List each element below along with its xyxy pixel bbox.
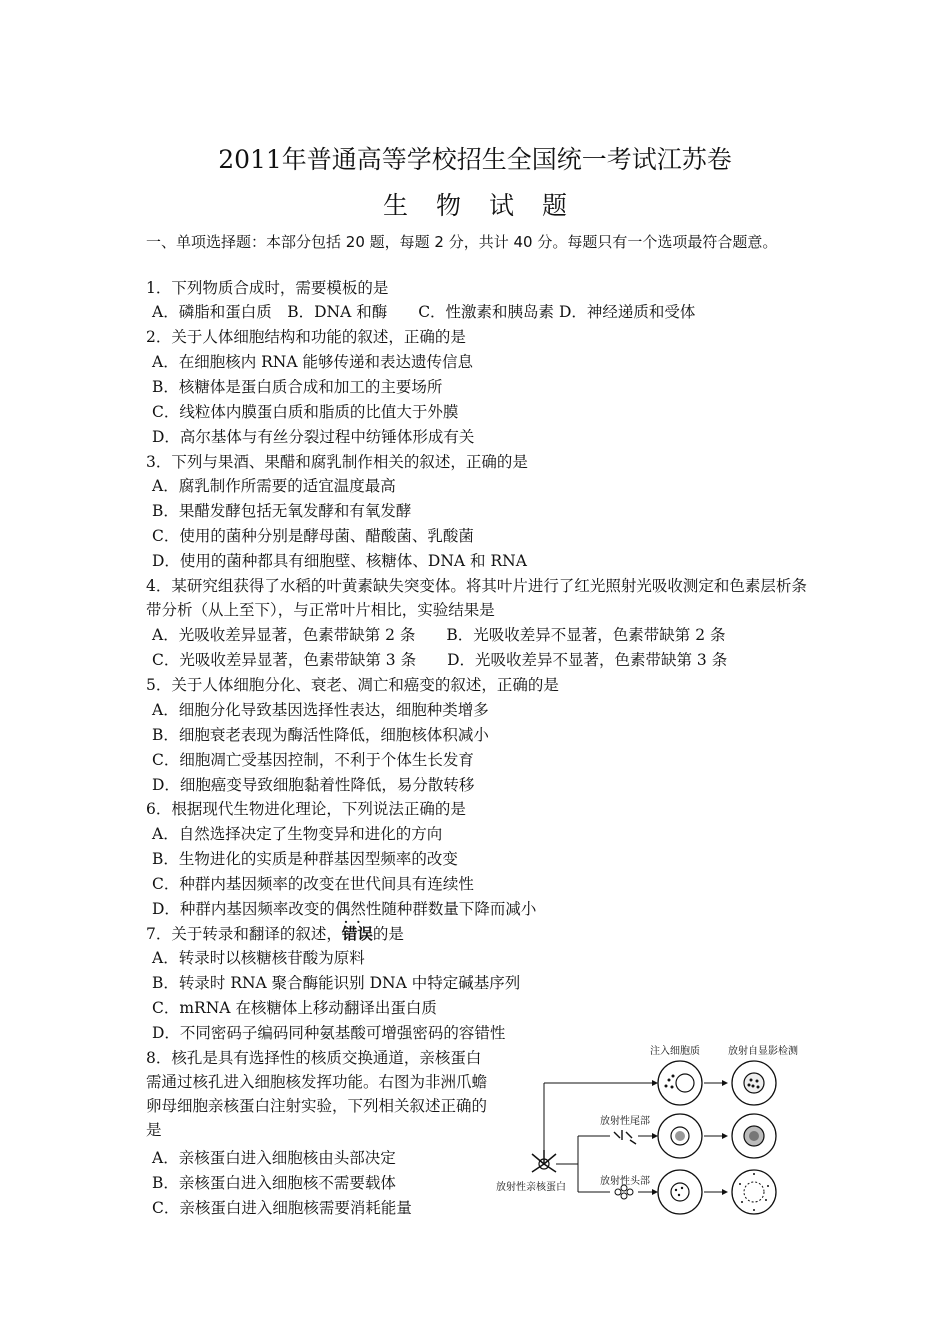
option: B．核糖体是蛋白质合成和加工的主要场所 [152, 378, 443, 396]
label-head: 放射性头部 [600, 1176, 650, 1187]
arrow-icon [652, 1133, 658, 1139]
label-protein: 放射性亲核蛋白 [496, 1182, 566, 1193]
page-subtitle: 生物试题 [382, 191, 595, 220]
option: B．转录时 RNA 聚合酶能识别 DNA 中特定碱基序列 [152, 974, 521, 992]
cell-head-detected [732, 1170, 776, 1214]
option: D．使用的菌种都具有细胞壁、核糖体、DNA 和 RNA [152, 552, 527, 570]
head-fragment-icon [615, 1185, 633, 1199]
question-stem [146, 922, 404, 946]
cell-detected [732, 1061, 776, 1105]
question-stem: 8．核孔是具有选择性的核质交换通道，亲核蛋白需通过核孔进入细胞核发挥功能。右图为非洲爪蟾卵母细胞亲核蛋白注射实验，下列相关叙述正确的是 [146, 1049, 488, 1139]
arrow-icon [652, 1189, 658, 1195]
label-tail: 放射性尾部 [600, 1116, 650, 1127]
label-inject: 注入细胞质 [650, 1046, 700, 1057]
emphasis-word: · · 错误 [342, 922, 373, 946]
option: A．细胞分化导致基因选择性表达，细胞种类增多 [152, 701, 489, 719]
cell-head-injected [658, 1170, 702, 1214]
tail-fragment-icon [614, 1130, 636, 1144]
question-stem: 4．某研究组获得了水稻的叶黄素缺失突变体。将其叶片进行了红光照射光吸收测定和色素层析条带分析（从上至下），与正常叶片相比，实验结果是 [146, 577, 807, 619]
option: D．种群内基因频率改变的偶然性随种群数量下降而减小 [152, 900, 537, 918]
section-heading-text: 一、单项选择题：本部分包括 20 题，每题 2 分，共计 40 分。每题只有一个选项最符合题意。 [146, 233, 778, 251]
option: B．果醋发酵包括无氧发酵和有氧发酵 [152, 502, 412, 520]
question-options: A．磷脂和蛋白质 B．DNA 和酶 C．性激素和胰岛素 D．神经递质和受体 [152, 303, 696, 321]
question-stem: 3．下列与果酒、果醋和腐乳制作相关的叙述，正确的是 [146, 453, 528, 471]
option: D．高尔基体与有丝分裂过程中纺锤体形成有关 [152, 428, 475, 446]
question-stem: 1．下列物质合成时，需要模板的是 [146, 279, 389, 297]
option: A．自然选择决定了生物变异和进化的方向 [152, 825, 443, 843]
label-detect: 放射自显影检测 [728, 1046, 798, 1057]
option: C．线粒体内膜蛋白质和脂质的比值大于外膜 [152, 403, 459, 421]
option: B．亲核蛋白进入细胞核不需要载体 [152, 1174, 396, 1192]
arrow-icon [722, 1189, 728, 1195]
option: C．种群内基因频率的改变在世代间具有连续性 [152, 875, 474, 893]
option: B．生物进化的实质是种群基因型频率的改变 [152, 850, 458, 868]
option: C．mRNA 在核糖体上移动翻译出蛋白质 [152, 999, 437, 1017]
cell-tail-detected [732, 1114, 776, 1158]
option: D．不同密码子编码同种氨基酸可增强密码的容错性 [152, 1024, 506, 1042]
option: B．细胞衰老表现为酶活性降低，细胞核体积减小 [152, 726, 489, 744]
cell-tail-injected [658, 1114, 702, 1158]
arrow-icon [652, 1080, 658, 1086]
option-row: C．光吸收差异显著，色素带缺第 3 条 D．光吸收差异不显著，色素带缺第 3 条 [152, 651, 728, 669]
option: C．使用的菌种分别是酵母菌、醋酸菌、乳酸菌 [152, 527, 474, 545]
arrow-icon [722, 1080, 728, 1086]
page-title: 2011年普通高等学校招生全国统一考试江苏卷 [218, 145, 732, 174]
option: A．亲核蛋白进入细胞核由头部决定 [152, 1149, 396, 1167]
stem-suffix: 的是 [372, 925, 404, 943]
stem-prefix: 7．关于转录和翻译的叙述， [146, 925, 342, 943]
question-stem: 5．关于人体细胞分化、衰老、凋亡和癌变的叙述，正确的是 [146, 676, 559, 694]
option: A．腐乳制作所需要的适宜温度最高 [152, 477, 396, 495]
option: D．细胞癌变导致细胞黏着性降低，易分散转移 [152, 776, 475, 794]
option: C．细胞凋亡受基因控制，不利于个体生长发育 [152, 751, 474, 769]
question-stem: 6．根据现代生物进化理论，下列说法正确的是 [146, 800, 466, 818]
option: A．在细胞核内 RNA 能够传递和表达遗传信息 [152, 353, 473, 371]
cell-injected [658, 1061, 702, 1105]
section-heading [146, 231, 811, 254]
option: A．转录时以核糖核苷酸为原料 [152, 949, 365, 967]
arrow-icon [722, 1133, 728, 1139]
option: C．亲核蛋白进入细胞核需要消耗能量 [152, 1199, 412, 1217]
experiment-figure [492, 1040, 812, 1220]
option-row: A．光吸收差异显著，色素带缺第 2 条 B．光吸收差异不显著，色素带缺第 2 条 [152, 626, 726, 644]
question-stem: 2．关于人体细胞结构和功能的叙述，正确的是 [146, 328, 466, 346]
